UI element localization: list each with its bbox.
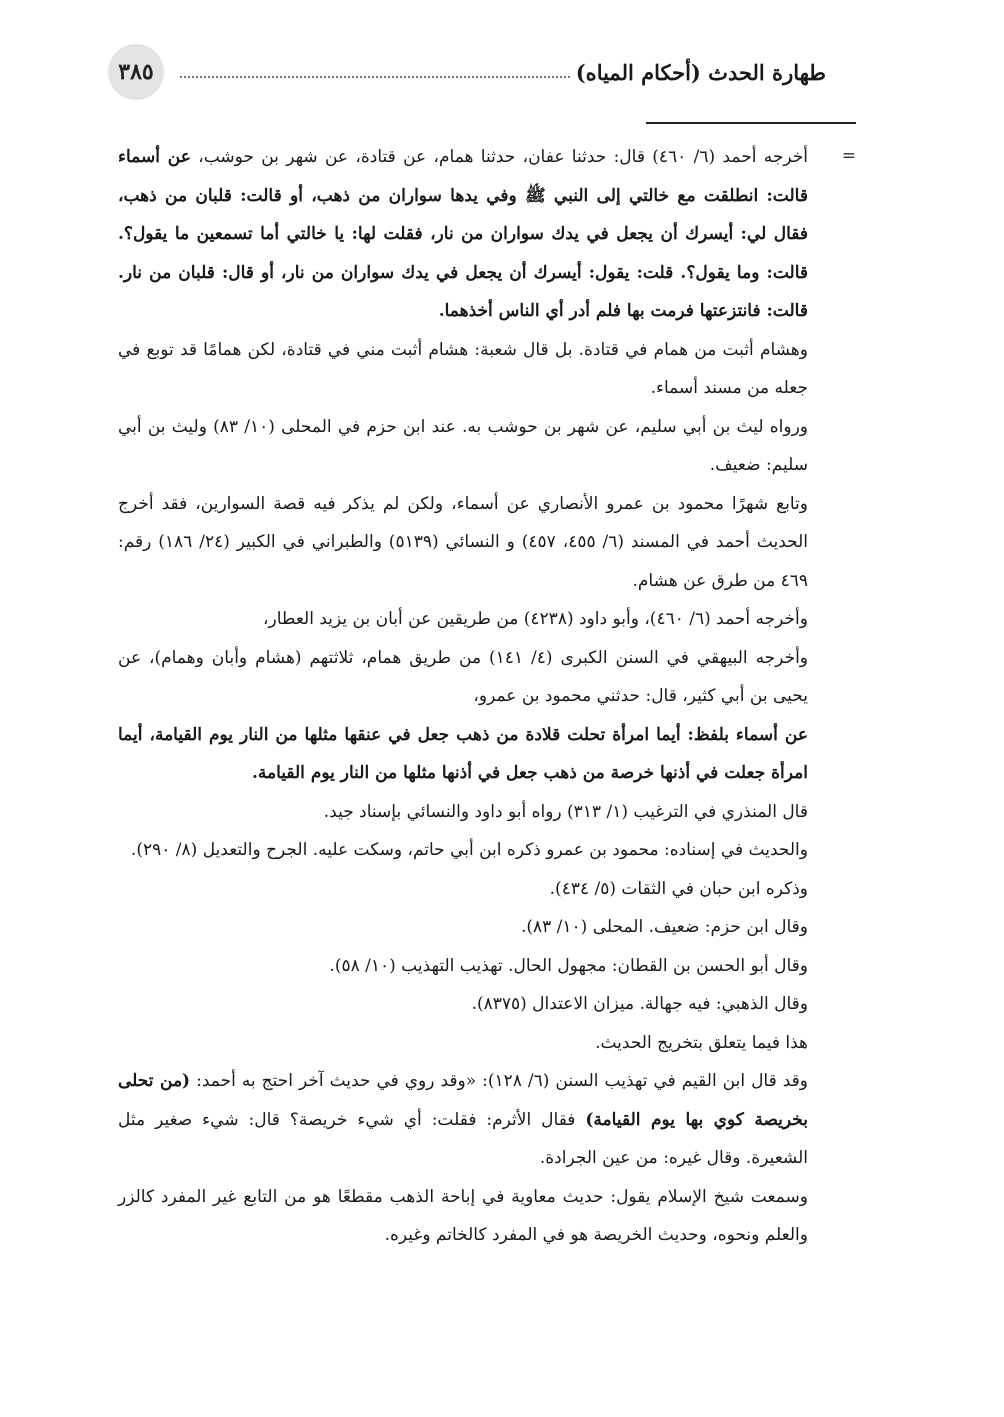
paragraph	[118, 138, 808, 331]
text-segment-bold: عن أسماء بلفظ: أيما امرأة تحلت قلادة من ذهب جعل في عنقها مثلها من النار يوم القيامة، أيما امرأة جعلت في أذنها خرصة من ذهب جعل في أذنها مثلها من النار يوم القيامة.	[118, 724, 808, 783]
text-segment: ورواه ليث بن أبي سليم، عن شهر بن حوشب به. عند ابن حزم في المحلى (١٠/ ٨٣) وليث بن أبي سليم: ضعيف.	[118, 416, 808, 475]
header-title: طهارة الحدث (أحكام المياه)	[575, 59, 826, 85]
text-segment: وقال ابن حزم: ضعيف. المحلى (١٠/ ٨٣).	[520, 917, 808, 937]
text-segment: هذا فيما يتعلق بتخريج الحديث.	[595, 1032, 808, 1053]
paragraph	[118, 485, 808, 601]
footnote-body	[118, 138, 808, 1255]
paragraph	[118, 716, 808, 793]
text-segment: فقال الأثرم: فقلت: أي شيء خريصة؟ قال: شيء صغير مثل الشعيرة. وقال غيره: من عين الجرادة.	[118, 1109, 808, 1168]
paragraph	[118, 1062, 808, 1178]
text-segment: وقال أبو الحسن بن القطان: مجهول الحال. تهذيب التهذيب (١٠/ ٥٨).	[329, 955, 808, 976]
paragraph	[118, 408, 808, 485]
paragraph	[118, 947, 808, 986]
text-segment: وهشام أثبت من همام في قتادة. بل قال شعبة: هشام أثبت مني في قتادة، لكن همامًا قد توبع في جعله من مسند أسماء.	[118, 339, 808, 398]
text-segment: وتابع شهرًا محمود بن عمرو الأنصاري عن أسماء، ولكن لم يذكر فيه قصة السوارين، فقد أخرج الحديث أحمد في المسند (٦/ ٤٥٥، ٤٥٧) و النسائي (٥١٣٩) والطبراني في الكبير (٢٤/ ١٨٦) رقم: ٤٦٩ من طرق عن هشام.	[118, 493, 808, 591]
text-segment: وسمعت شيخ الإسلام يقول: حديث معاوية في إباحة الذهب مقطعًا هو من التابع غير المفرد كالزر والعلم ونحوه، وحديث الخريصة هو في المفرد كالخاتم وغيره.	[118, 1186, 808, 1245]
paragraph	[118, 908, 808, 947]
paragraph	[118, 1024, 808, 1063]
running-header	[180, 54, 826, 90]
footnote-separator	[646, 122, 856, 124]
text-segment: وقد قال ابن القيم في تهذيب السنن (٦/ ١٢٨): «وقد روي في حديث آخر احتج به أحمد:	[190, 1071, 808, 1091]
text-segment-bold: (من تحلى بخريصة كوي بها يوم القيامة)	[118, 1071, 808, 1130]
text-segment: وأخرجه أحمد (٦/ ٤٦٠)، وأبو داود (٤٢٣٨) من طريقين عن أبان بن يزيد العطار،	[263, 609, 808, 629]
paragraph	[118, 870, 808, 909]
paragraph	[118, 793, 808, 832]
text-segment: وذكره ابن حبان في الثقات (٥/ ٤٣٤).	[549, 878, 808, 899]
text-segment: وأخرجه البيهقي في السنن الكبرى (٤/ ١٤١) من طريق همام، ثلاثتهم (هشام وأبان وهمام)، عن يحيى بن أبي كثير، قال: حدثني محمود بن عمرو،	[118, 647, 809, 706]
paragraph	[118, 331, 808, 408]
text-segment: أخرجه أحمد (٦/ ٤٦٠) قال: حدثنا عفان، حدثنا همام، عن قتادة، عن شهر بن حوشب،	[190, 147, 808, 167]
paragraph	[118, 985, 808, 1024]
text-segment: وقال الذهبي: فيه جهالة. ميزان الاعتدال (٨٣٧٥).	[471, 994, 808, 1014]
paragraph	[118, 600, 808, 639]
paragraph	[118, 639, 808, 716]
text-segment: قال المنذري في الترغيب (١/ ٣١٣) رواه أبو داود والنسائي بإسناد جيد.	[323, 801, 808, 822]
header-dotted-leader	[180, 76, 570, 78]
text-segment-bold: عن أسماء قالت: انطلقت مع خالتي إلى النبي ﷺ وفي يدها سواران من ذهب، أو قالت: قلبان من ذهب، فقال لي: أيسرك أن يجعل في يدك سواران من نار، فقلت لها: يا خالتي أما تسمعين ما يقول؟. قالت: وما يقول؟. قلت: يقول: أيسرك أن يجعل في يدك سواران من نار، أو قال: قلبان من نار. قالت: فانتزعتها فرمت بها فلم أدر أي الناس أخذهما.	[118, 147, 808, 321]
paragraph	[118, 1178, 808, 1255]
paragraph	[118, 831, 808, 870]
footnote-continuation-marker: =	[841, 146, 856, 166]
text-segment: والحديث في إسناده: محمود بن عمرو ذكره ابن أبي حاتم، وسكت عليه. الجرح والتعديل (٨/ ٢٩٠).	[130, 840, 808, 860]
page-number: ٣٨٥	[108, 44, 164, 100]
